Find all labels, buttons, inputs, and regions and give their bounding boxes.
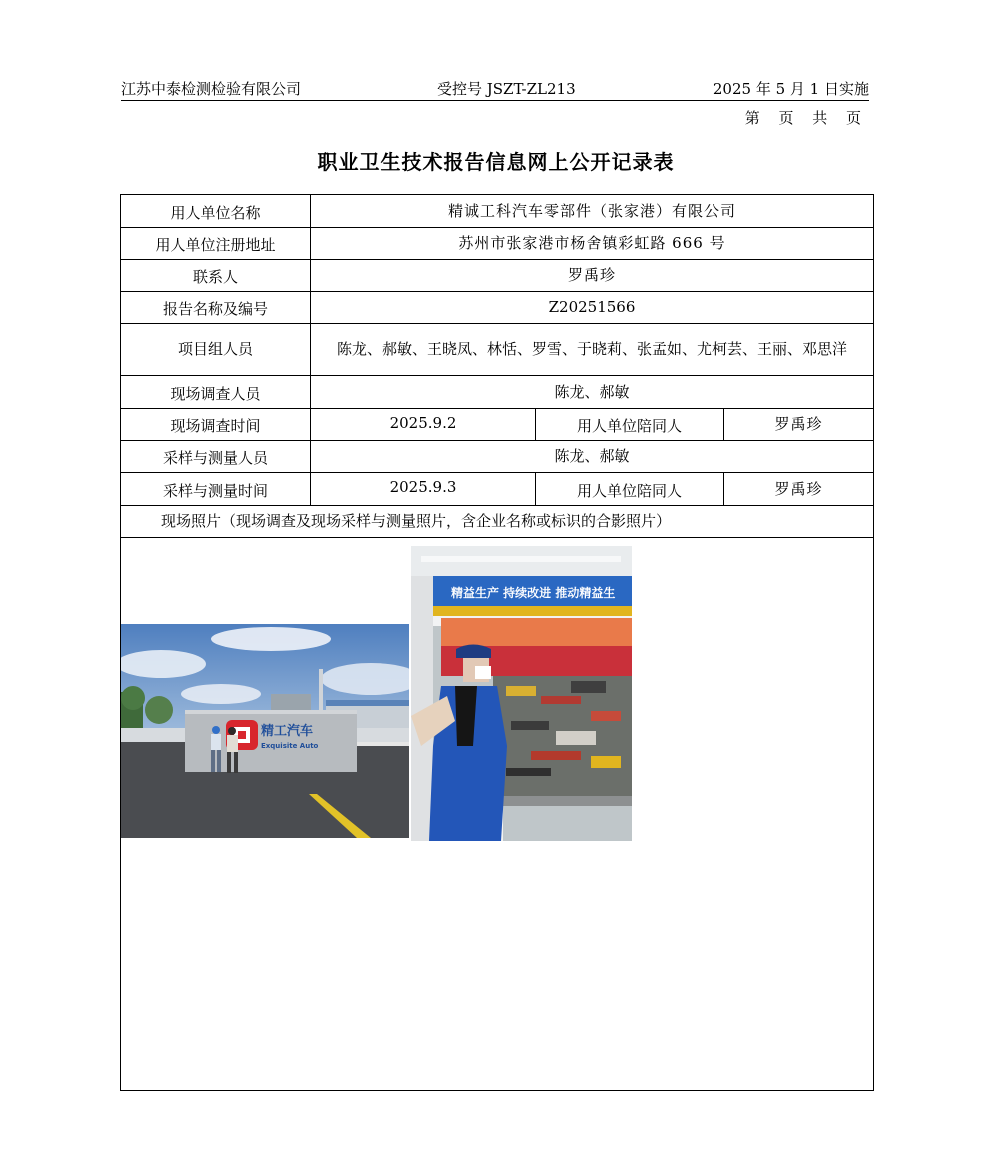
group-photo-company-sign [121, 624, 409, 838]
table-row [121, 376, 874, 409]
address-label: 用人单位注册地址 [121, 228, 311, 260]
table-row [121, 441, 874, 473]
survey-escort-value: 罗禹珍 [724, 409, 874, 441]
sampling-time-value: 2025.9.3 [311, 473, 536, 506]
table-row [121, 538, 874, 1091]
team-value: 陈龙、郝敏、王晓凤、林恬、罗雪、于晓莉、张孟如、尤柯芸、王丽、邓思洋 [311, 324, 874, 376]
on-site-sampling-photo [411, 546, 632, 841]
table-row [121, 409, 874, 441]
banner-text: 精益生产 持续改进 推动精益生 [451, 586, 616, 600]
contact-label: 联系人 [121, 260, 311, 292]
survey-time-label: 现场调查时间 [121, 409, 311, 441]
sign-en-text: Exquisite Auto [261, 742, 319, 750]
table-row [121, 228, 874, 260]
report-label: 报告名称及编号 [121, 292, 311, 324]
sampling-escort-value: 罗禹珍 [724, 473, 874, 506]
team-label: 项目组人员 [121, 324, 311, 376]
survey-staff-label: 现场调查人员 [121, 376, 311, 409]
contact-value: 罗禹珍 [311, 260, 874, 292]
survey-time-value: 2025.9.2 [311, 409, 536, 441]
photos-label: 现场照片（现场调查及现场采样与测量照片，含企业名称或标识的合影照片） [121, 506, 874, 538]
table-row [121, 324, 874, 376]
address-value: 苏州市张家港市杨舍镇彩虹路 666 号 [311, 228, 874, 260]
survey-escort-label: 用人单位陪同人 [536, 409, 724, 441]
table-row [121, 506, 874, 538]
sign-cn-text: 精工汽车 [261, 724, 314, 739]
sampling-time-label: 采样与测量时间 [121, 473, 311, 506]
page-title: 职业卫生技术报告信息网上公开记录表 [317, 150, 675, 174]
employer-name-value: 精诚工科汽车零部件（张家港）有限公司 [311, 195, 874, 228]
page-header [121, 78, 869, 101]
sampling-staff-value: 陈龙、郝敏 [311, 441, 874, 473]
header-control-number: 受控号 JSZT-ZL213 [437, 80, 576, 98]
page-info: 第 页 共 页 [744, 109, 868, 127]
survey-staff-value: 陈龙、郝敏 [311, 376, 874, 409]
employer-name-label: 用人单位名称 [121, 195, 311, 228]
header-effective-date: 2025 年 5 月 1 日实施 [712, 80, 869, 98]
table-row [121, 260, 874, 292]
record-table [120, 194, 874, 1091]
photo-cell [121, 538, 874, 1091]
report-number-value: Z20251566 [311, 292, 874, 324]
sampling-escort-label: 用人单位陪同人 [536, 473, 724, 506]
table-row [121, 195, 874, 228]
table-row [121, 473, 874, 506]
header-company: 江苏中泰检测检验有限公司 [121, 80, 302, 98]
sampling-staff-label: 采样与测量人员 [121, 441, 311, 473]
table-row [121, 292, 874, 324]
